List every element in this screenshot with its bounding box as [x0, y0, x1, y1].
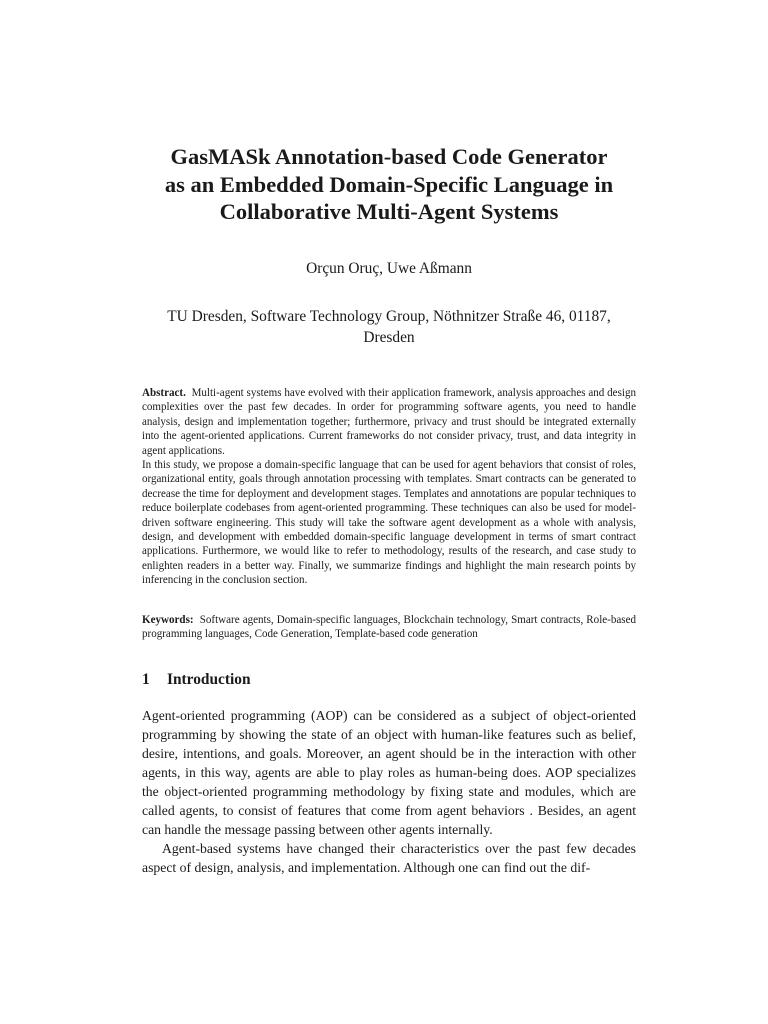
affiliation-line-1: TU Dresden, Software Technology Group, Nöthnitzer Straße 46, 01187,: [167, 308, 611, 325]
paper-title: [122, 143, 656, 226]
keywords: [142, 613, 636, 642]
abstract: [142, 386, 636, 588]
title-line-1: GasMASk Annotation-based Code Generator: [170, 144, 608, 169]
section-body: [142, 706, 636, 877]
body-paragraph-1: Agent-oriented programming (AOP) can be considered as a subject of object-oriented programming by showing the state of an object with human-like features such as belief, desire, intentions, and goals. Moreover, an agent should be in the interaction with other agents, in this way, agents are able to play roles as human-being does. AOP specializes the object-oriented programming methodology by fixing state and modules, which are called agents, to consist of features that come from agent behaviors . Besides, an agent can handle the message passing between other agents internally.: [142, 708, 636, 837]
affiliation: [142, 306, 636, 348]
abstract-paragraph-1: [142, 386, 636, 458]
keywords-text: Software agents, Domain-specific languages, Blockchain technology, Smart contracts, Role-based programming languages, Code Generation, Template-based code generation: [142, 614, 636, 641]
abstract-text-1: Multi-agent systems have evolved with their application framework, analysis approaches and design complexities over the past few decades. In order for programming software agents, you need to handle analysis, design and implementation together; furthermore, privacy and trust should be integrated externally into the agent-oriented applications. Current frameworks do not consider privacy, trust, and data integrity in agent applications.: [142, 387, 636, 457]
affiliation-line-2: Dresden: [363, 329, 415, 346]
authors: Orçun Oruç, Uwe Aßmann: [306, 260, 472, 277]
section-number: 1: [142, 671, 150, 688]
section-title: Introduction: [167, 671, 251, 688]
title-line-2: as an Embedded Domain-Specific Language in: [164, 171, 614, 197]
title-line-3: Collaborative Multi-Agent Systems: [219, 199, 559, 224]
abstract-paragraph-2: In this study, we propose a domain-specific language that can be used for agent behaviors that consist of roles, organizational entity, goals through annotation processing with templates. Smart contracts can be generated to decrease the time for deployment and development stages. Templates and annotations are popular techniques to reduce boilerplate codebases from agent-oriented programming. These techniques can also be used for model-driven software engineering. This study will take the software agent development as a whole with analysis, design, and development with embedded domain-specific language development in terms of smart contract applications. Furthermore, we would like to refer to methodology, results of the research, and case study to enlighten readers in a better way. Finally, we summarize findings and highlight the main research points by inferencing in the conclusion section.: [142, 459, 636, 587]
section-heading: [142, 670, 636, 690]
abstract-label: Abstract.: [142, 387, 186, 399]
body-paragraph-2: Agent-based systems have changed their characteristics over the past few decades aspect of design, analysis, and implementation. Although one can find out the dif-: [142, 841, 636, 875]
paper-page: [142, 0, 636, 1024]
keywords-label: Keywords:: [142, 614, 194, 626]
